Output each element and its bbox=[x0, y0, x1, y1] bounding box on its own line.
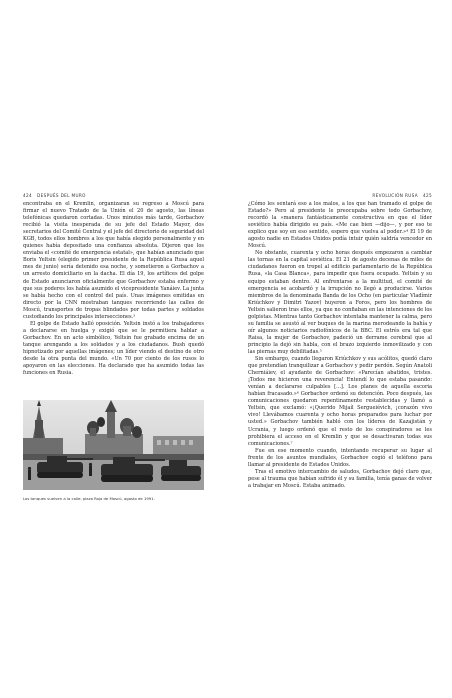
photo-illustration bbox=[23, 400, 204, 490]
red-square-tanks-photo bbox=[23, 400, 204, 490]
paragraph: encontraba en el Kremlin, organizaran su regreso a Moscú para firmar el nuevo Tratado de la Unión el 20 de agosto, las líneas telefónicas quedaron cortadas. Unos minutos más tarde, Gorbachov recibió la visita inesperada de su jefe del Estado Mayor, dos secretarios del Comité Central y el jefe del directorio de seguridad del KGB, todos ellos hombres a los que había elegido personalmente y en quienes había depositado una confianza absoluta. Dijeron que los enviaba el «comité de emergencia estatal», que habían anunciado que Boris Yeltsin (elegido primer presidente de la República Rusa aquel mes de junio) sería detenido esa noche, y sometieron a Gorbachov a un arresto domiciliario en la dacha. El día 19, los artífices del golpe de Estado anunciaron oficialmente que Gorbachov estaba enfermo y que sus poderes los había asumido el vicepresidente Yanáiev. La junta se había hecho con el control del país. Unas imágenes emitidas en directo por la CNN mostraban tanques recorriendo las calles de Moscú, transportes de tropas blindados por todas partes y soldados custodiando los principales intersecciones.³ bbox=[23, 201, 204, 320]
paragraph: El golpe de Estado halló oposición. Yeltsin instó a los trabajadores a declararse en huelga y exigió que se le permitiera hablar a Gorbachov. En un acto simbólico, Yeltsin fue grabado encima de un tanque arengando a los soldados y a los ciudadanos. Bush quedó hipnotizado por aquellas imágenes; un líder viendo el destino de otro desde la otra punta del mundo. «Un 70 por ciento de los rusos lo apoyaron en las elecciones. Ha declarado que ha asumido todas las funciones en Rusia. bbox=[23, 320, 204, 377]
left-head-title: DESPUÉS DEL MURO bbox=[37, 193, 86, 198]
paragraph: Tras el emotivo intercambio de saludos, Gorbachov dejó claro que, pese al trauma que habían sufrido él y su familia, tenía ganas de volver a trabajar en Moscú. Estaba animado. bbox=[248, 468, 432, 489]
right-running-head bbox=[248, 193, 432, 198]
right-body-text bbox=[248, 201, 432, 490]
right-page-number: 425 bbox=[422, 193, 432, 198]
paragraph: Fue en ese momento cuando, intentando recuperar su lugar al frente de los asuntos mundiales, Gorbachov cogió el teléfono para llamar al presidente de Estados Unidos. bbox=[248, 447, 432, 468]
right-head-title: REVOLUCIÓN RUSA bbox=[372, 193, 418, 198]
left-body-text bbox=[23, 201, 204, 377]
paragraph: No obstante, cuarenta y ocho horas después empezaron a cambiar las tornas en la capital soviética. El 21 de agosto decenas de miles de ciudadanos fueron en tropel al edificio parlamentario de la República Rusa, «la Casa Blanca», para impedir que fuera ocupado. Yeltsin y su equipo estaban dentro. Al enfrentarse a la multitud, el comité de emergencia se acobardó y la irrupción no llegó a producirse. Varios miembros de la denominada Banda de los Ocho (en particular Vladímir Kriúchkov y Dimitri Yazov) huyeron a Foros, pero los hombres de Yeltsin salieron tras ellos, ya que no confiaban en las intenciones de los golpistas. Mientras tanto Gorbachov intentaba mantener la calma, pero su familia se asustó al ver buques de la marina merodeando la bahía y oír algunos noticiarios radiofónicos de la BBC. El estrés era tal que Raisa, la mujer de Gorbachov, padeció un derrame cerebral que al principio la dejó sin habla, con el brazo izquierdo inmovilizado y con las piernas muy debilitadas.⁵ bbox=[248, 250, 432, 355]
photo-caption: Los tanques vuelven a la calle: plaza Roja de Moscú, agosto de 1991. bbox=[23, 496, 155, 501]
left-running-head bbox=[23, 193, 86, 198]
paragraph: ¿Cómo les sentará eso a los malos, a los que han tramado el golpe de Estado?» Pero al presidente le preocupaba sobre todo Gorbachov, recordó la «manera fantásticamente constructiva en que el líder soviético había dirigido su país. «Me cae bien —dijo—, y por eso te explico que soy en eso sentido, espero que vuelva al poder.»⁴ El 19 de agosto nadie en Estados Unidos podía intuir quién saldría vencedor en Moscú. bbox=[248, 201, 432, 250]
right-page bbox=[226, 0, 452, 698]
left-page-number: 424 bbox=[23, 193, 33, 198]
paragraph: Sin embargo, cuando llegaron Kriúchkov y sus acólitos, quedó claro que pretendían tranquilizar a Gorbachov y pedir perdón. Según Anatoli Cherniáiev, el ayudante de Gorbachov: «Parecían abatidos, tristes. ¡Todos me hicieron una reverencia! Entendí lo que estaba pasando: venían a declararse culpables [...]. Los planes de aquella escoria habían fracasado.»⁶ Gorbachov ordenó su detención. Poco después, las comunicaciones quedaron repentinamente restablecidas y llamó a Yeltsin, que exclamó: «¡Querido Mijaíl Sergueiévich, ¡corazón vivo vivo! Llevábamos cuarenta y ocho horas preparados para luchar por usted.» Gorbachov también habló con los líderes de Kazajistán y Ucrania, y luego ordenó que el resto de los conspiradores se les prohibiera el acceso en el Kremlin y que se desactivaran todas sus comunicaciones.⁷ bbox=[248, 356, 432, 447]
